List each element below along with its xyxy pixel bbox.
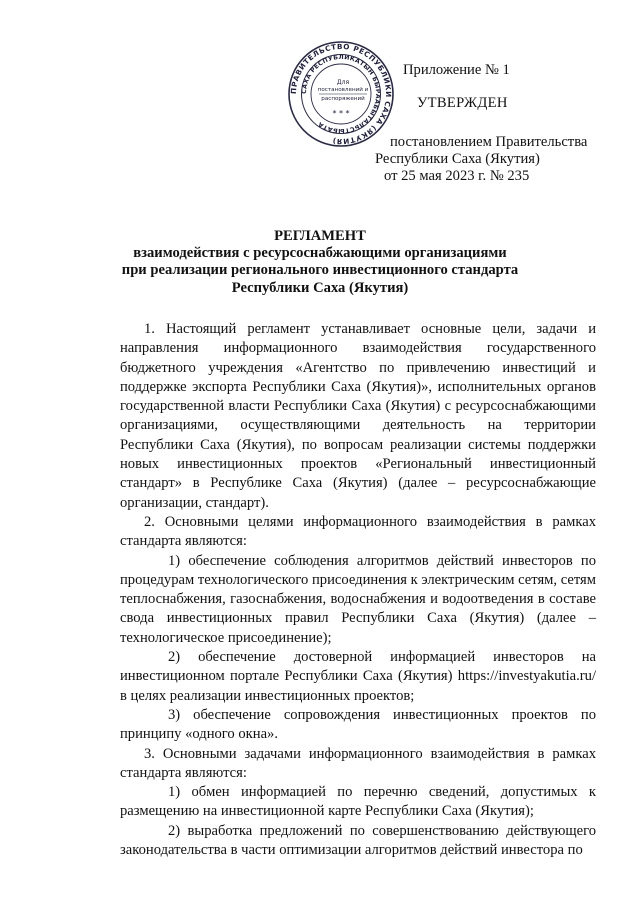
decree-line-3: от 25 мая 2023 г. № 235 bbox=[384, 168, 530, 184]
seal-center-line3: распоряжений bbox=[321, 96, 365, 102]
paragraph-3-item-1: 1) обмен информацией по перечню сведений, допустимых к размещению на инвестиционной карте Республики Саха (Якутия); bbox=[120, 784, 596, 820]
paragraph-2: 2. Основными целями информационного взаимодействия в рамках стандарта являются: bbox=[120, 513, 596, 550]
seal-stars: * * * bbox=[332, 109, 350, 118]
seal-center-line2: постановлений и bbox=[317, 87, 369, 93]
title-line-4: Республики Саха (Якутия) bbox=[231, 279, 409, 296]
paragraph-3: 3. Основными задачами информационного взаимодействия в рамках стандарта являются: bbox=[120, 745, 596, 781]
decree-line-1: постановлением Правительства bbox=[390, 134, 588, 150]
annex-label: Приложение № 1 bbox=[403, 62, 510, 78]
seal-icon bbox=[287, 40, 395, 148]
title-line-2: взаимодействия с ресурсоснабжающими организациями bbox=[133, 245, 507, 262]
seal-center-line1: Для bbox=[336, 79, 350, 86]
title-line-3: при реализации регионального инвестиционного стандарта bbox=[121, 262, 519, 279]
paragraph-2-item-1: 1) обеспечение соблюдения алгоритмов действий инвесторов по процедурам технологического присоединения к электрическим сетям, сетям теплоснабжения, газоснабжения, водоснабжения и водоотведения в составе свода инвестиционных правил Республики Саха (Якутия) (далее – технологическое присоединение); bbox=[120, 552, 596, 646]
official-seal bbox=[287, 40, 395, 148]
title-line-1: РЕГЛАМЕНТ bbox=[274, 228, 366, 244]
seal-outer-text: ПРАВИТЕЛЬСТВО РЕСПУБЛИКИ САХА (ЯКУТИЯ) bbox=[288, 41, 394, 147]
document-title bbox=[0, 228, 640, 297]
document-body bbox=[120, 320, 596, 860]
approved-label: УТВЕРЖДЕН bbox=[417, 95, 508, 111]
paragraph-3-item-2: 2) выработка предложений по совершенствованию действующего законодательства в части оптимизации алгоритмов действий инвестора по bbox=[120, 822, 596, 859]
seal-inner-text: САХА РЕСПУБЛИКАТЫН БЫРААБЫТАЛЬСТЫБАТА bbox=[300, 53, 382, 135]
decree-line-2: Республики Саха (Якутия) bbox=[375, 151, 540, 167]
paragraph-2-item-2: 2) обеспечение достоверной информацией инвесторов на инвестиционном портале Республики Саха (Якутия) https://investyakutia.ru/ в целях реализации инвестиционных проектов; bbox=[120, 649, 596, 704]
paragraph-2-item-3: 3) обеспечение сопровождения инвестиционных проектов по принципу «одного окна». bbox=[120, 706, 596, 743]
paragraph-1: 1. Настоящий регламент устанавливает основные цели, задачи и направления информационного взаимодействия государственного бюджетного учреждения «Агентство по привлечению инвестиций и поддержке экспорта Республики Саха (Якутия)», исполнительных органов государственной власти Республики Саха (Якутия) с ресурсоснабжающими организациями, осуществляющими деятельность на территории Республики Саха (Якутия), по вопросам реализации системы поддержки новых инвестиционных проектов «Региональный инвестиционный стандарт» в Республике Саха (Якутия) (далее – ресурсоснабжающие организации, стандарт). bbox=[120, 321, 596, 511]
